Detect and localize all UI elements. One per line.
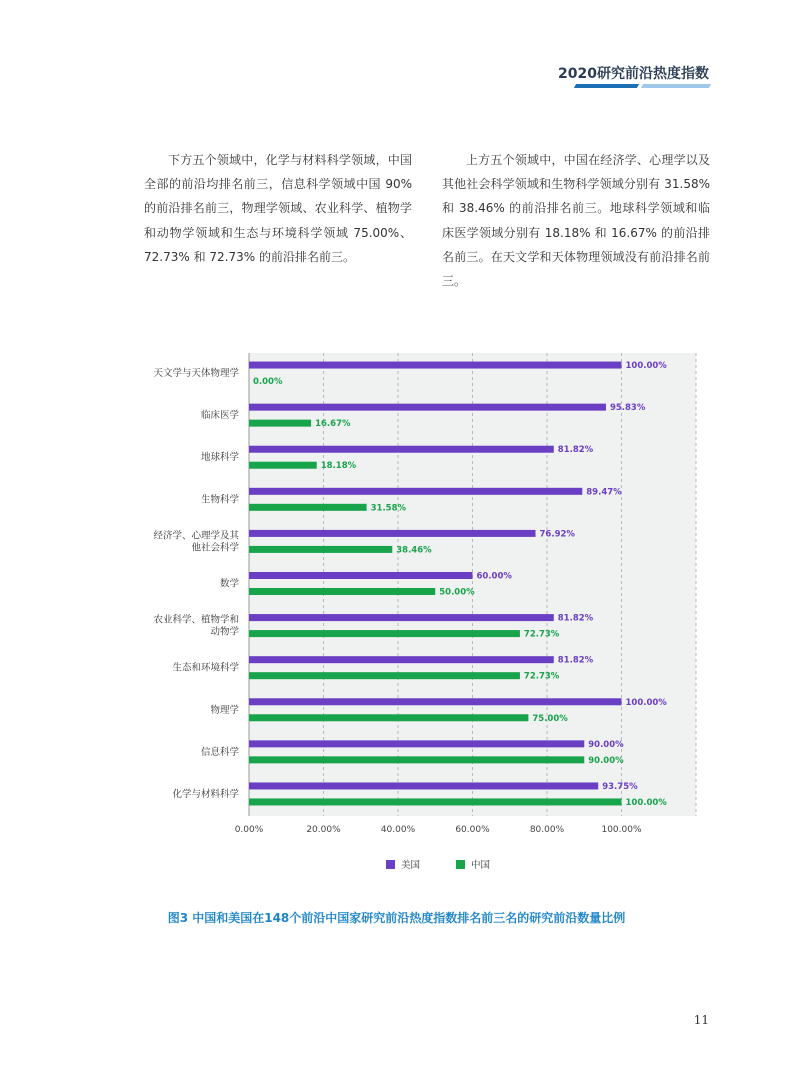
header-title: 2020研究前沿热度指数 — [558, 66, 709, 82]
bar-china — [249, 588, 435, 595]
x-tick-label: 0.00% — [234, 825, 264, 835]
category-label: 数学 — [219, 578, 239, 590]
data-label: 16.67% — [315, 419, 351, 430]
bar-usa — [249, 572, 473, 579]
data-label: 90.00% — [588, 755, 624, 766]
data-label: 90.00% — [588, 739, 624, 750]
bar-china — [249, 462, 317, 469]
bar-china — [249, 672, 520, 679]
legend-swatch — [386, 860, 395, 869]
legend-label: 美国 — [401, 860, 421, 871]
category-label: 物理学 — [210, 704, 239, 716]
data-label: 89.47% — [586, 487, 622, 498]
bar-usa — [249, 614, 554, 621]
data-label: 93.75% — [602, 781, 638, 792]
data-label: 72.73% — [523, 629, 560, 640]
category-label: 农业科学、植物学和 — [153, 614, 239, 626]
category-label: 信息科学 — [200, 746, 239, 758]
category-label: 临床医学 — [200, 410, 239, 422]
category-label: 生态和环境科学 — [172, 662, 239, 674]
bar-usa — [249, 446, 554, 453]
data-label: 50.00% — [439, 587, 475, 598]
bar-usa — [249, 404, 606, 411]
page-number: 11 — [693, 1013, 709, 1027]
x-tick-label: 60.00% — [455, 825, 490, 835]
bar-china — [249, 798, 622, 805]
category-label: 天文学与天体物理学 — [153, 368, 239, 380]
bar-usa — [249, 488, 582, 495]
bar-usa — [249, 656, 554, 663]
x-tick-label: 20.00% — [306, 825, 341, 835]
paragraph-left: 下方五个领域中，化学与材料科学领域，中国全部的前沿均排名前三，信息科学领域中国 90% 的前沿排名前三，物理学领域、农业科学、植物学和动物学领域和生态与环境科学领域 75.00%、72.73% 和 72.73% 的前沿排名前三。 — [144, 153, 412, 264]
x-tick-label: 80.00% — [529, 825, 565, 835]
data-label: 81.82% — [557, 613, 594, 624]
data-label: 31.58% — [370, 503, 407, 514]
bar-usa — [249, 362, 622, 369]
bar-chart — [130, 345, 710, 885]
data-label: 100.00% — [625, 361, 667, 372]
data-label: 72.73% — [523, 671, 560, 682]
category-label: 动物学 — [210, 626, 239, 638]
bar-usa — [249, 740, 584, 747]
bar-china — [249, 630, 520, 637]
data-label: 100.00% — [625, 797, 667, 808]
bar-usa — [249, 530, 536, 537]
header-accent-bar-light — [641, 84, 711, 88]
data-label: 81.82% — [557, 445, 594, 456]
x-tick-label: 100.00% — [601, 825, 642, 835]
paragraph-right: 上方五个领域中，中国在经济学、心理学以及其他社会科学领域和生物科学领域分别有 31.58% 和 38.46% 的前沿排名前三。地球科学领域和临床医学领域分别有 18.18% 和 16.67% 的前沿排名前三。在天文学和天体物理领域没有前沿排名前三。 — [442, 153, 710, 289]
category-label: 化学与材料科学 — [172, 788, 239, 800]
figure-caption: 图3 中国和美国在148个前沿中国家研究前沿热度指数排名前三名的研究前沿数量比例 — [167, 911, 626, 925]
data-label: 95.83% — [609, 403, 646, 414]
data-label: 75.00% — [532, 713, 568, 724]
x-tick-label: 40.00% — [380, 825, 416, 835]
bar-china — [249, 714, 528, 721]
bar-china — [249, 756, 584, 763]
bar-china — [249, 504, 367, 511]
legend-label: 中国 — [471, 860, 491, 871]
data-label: 60.00% — [476, 571, 512, 582]
bar-usa — [249, 698, 622, 705]
data-label: 38.46% — [396, 545, 432, 556]
data-label: 18.18% — [320, 461, 357, 472]
category-label: 生物科学 — [200, 494, 239, 506]
bar-china — [249, 420, 311, 427]
header-accent-bar-dark — [574, 84, 639, 88]
data-label: 76.92% — [539, 529, 575, 540]
data-label: 81.82% — [557, 655, 594, 666]
category-label: 地球科学 — [200, 452, 239, 464]
category-label: 他社会科学 — [191, 542, 239, 554]
category-label: 经济学、心理学及其 — [153, 530, 239, 542]
bar-usa — [249, 782, 598, 789]
legend-swatch — [456, 860, 465, 869]
bar-china — [249, 546, 392, 553]
data-label: 100.00% — [625, 697, 667, 708]
data-label: 0.00% — [253, 377, 283, 388]
